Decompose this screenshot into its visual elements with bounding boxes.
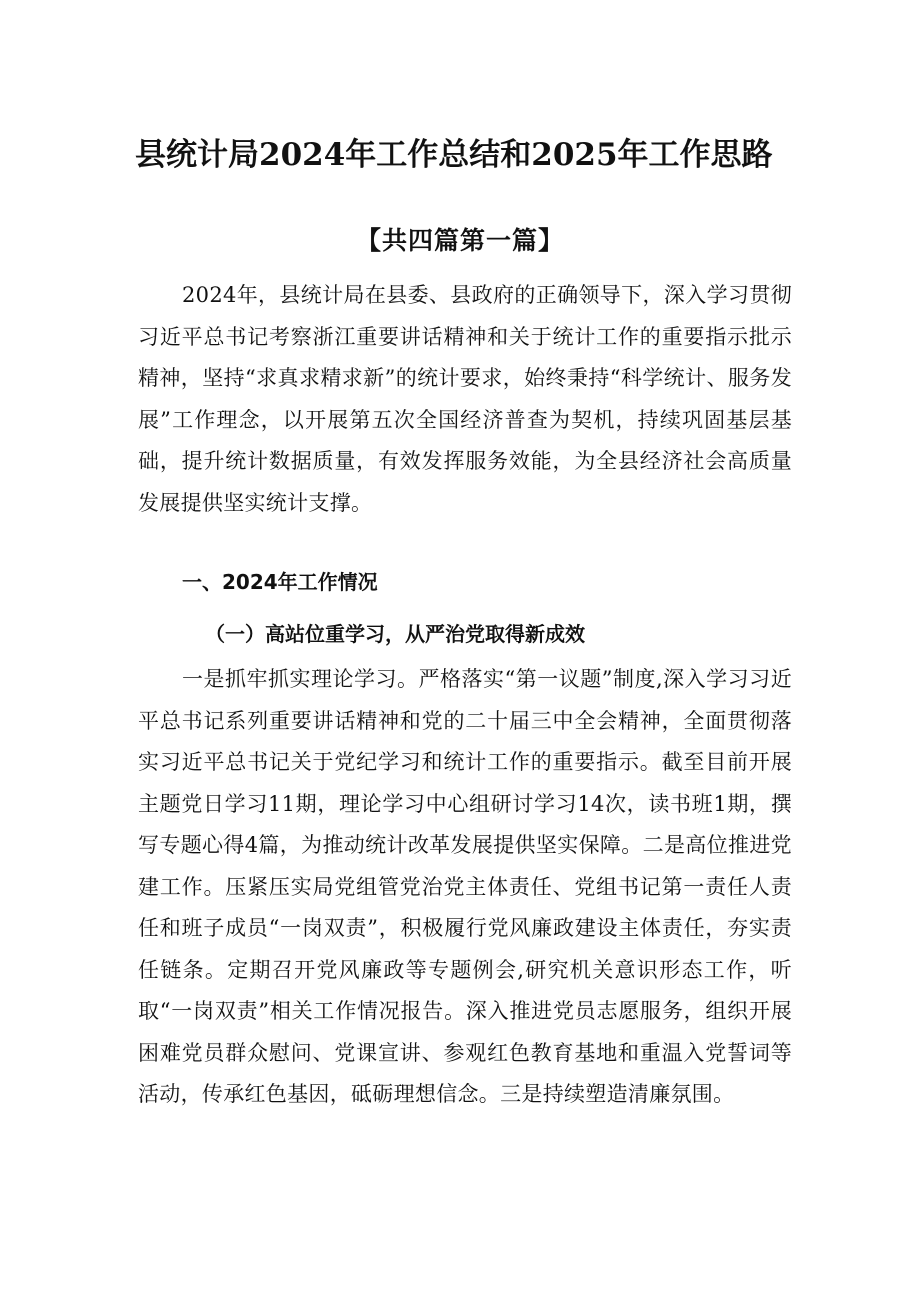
section-heading: 一、2024年工作情况: [182, 570, 378, 594]
body-paragraph: 一是抓牢抓实理论学习。严格落实“第一议题”制度,深入学习习近平总书记系列重要讲话精神和党的二十届三中全会精神，全面贯彻落实习近平总书记关于党纪学习和统计工作的重要指示。截至目前开展主题党日学习11期，理论学习中心组研讨学习14次，读书班1期，撰写专题心得4篇，为推动统计改革发展提供坚实保障。二是高位推进党建工作。压紧压实局党组管党治党主体责任、党组书记第一责任人责任和班子成员“一岗双责”，积极履行党风廉政建设主体责任，夯实责任链条。定期召开党风廉政等专题例会,研究机关意识形态工作，听取“一岗双责”相关工作情况报告。深入推进党员志愿服务，组织开展困难党员群众慰问、党课宣讲、参观红色教育基地和重温入党誓词等活动，传承红色基因，砥砺理想信念。三是持续塑造清廉氛围。: [138, 667, 792, 1106]
document-title: 县统计局2024年工作总结和2025年工作思路: [135, 137, 773, 173]
document-subtitle: 【共四篇第一篇】: [355, 226, 564, 255]
subsection-heading: （一）高站位重学习，从严治党取得新成效: [205, 622, 585, 646]
intro-paragraph: 2024年，县统计局在县委、县政府的正确领导下，深入学习贯彻习近平总书记考察浙江重要讲话精神和关于统计工作的重要指示批示精神，坚持“求真求精求新”的统计要求，始终秉持“科学统计、服务发展”工作理念，以开展第五次全国经济普查为契机，持续巩固基层基础，提升统计数据质量，有效发挥服务效能，为全县经济社会高质量发展提供坚实统计支撑。: [138, 283, 792, 515]
